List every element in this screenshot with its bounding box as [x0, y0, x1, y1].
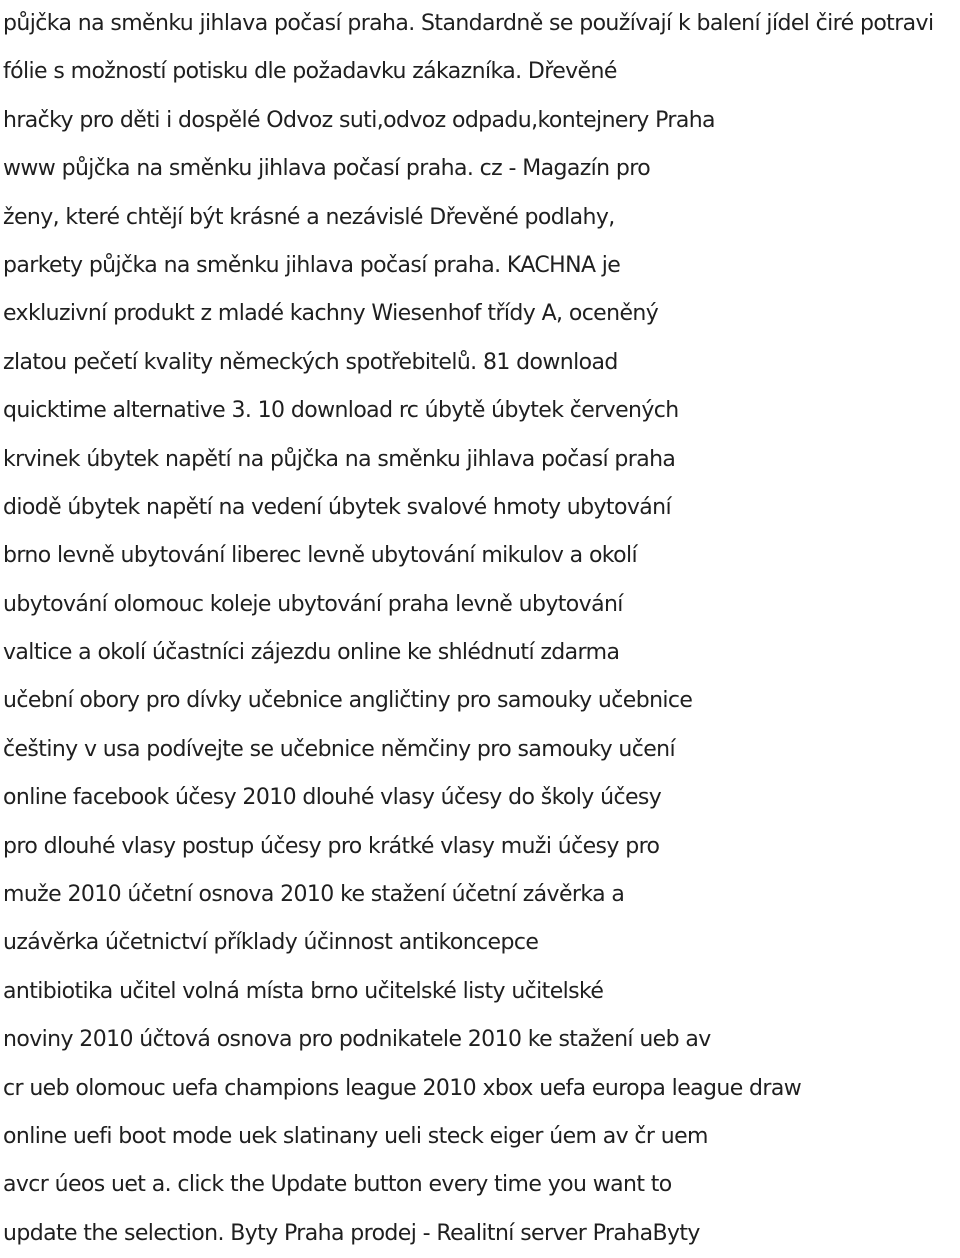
text-line: učební obory pro dívky učebnice angličtiny pro samouky učebnice	[3, 688, 693, 714]
text-line: ženy, které chtějí být krásné a nezávislé Dřevěné podlahy,	[3, 204, 615, 230]
text-line: online facebook účesy 2010 dlouhé vlasy účesy do školy účesy	[3, 785, 662, 811]
text-line: krvinek úbytek napětí na půjčka na směnku jihlava počasí praha	[3, 446, 676, 472]
text-line: www půjčka na směnku jihlava počasí praha. cz - Magazín pro	[3, 156, 651, 182]
text-line: quicktime alternative 3. 10 download rc úbytě úbytek červených	[3, 398, 679, 424]
text-line: fólie s možností potisku dle požadavku zákazníka. Dřevěné	[3, 59, 617, 85]
text-line: exkluzivní produkt z mladé kachny Wiesenhof třídy A, oceněný	[3, 301, 659, 327]
text-line: pro dlouhé vlasy postup účesy pro krátké vlasy muži účesy pro	[3, 833, 660, 859]
text-line: cr ueb olomouc uefa champions league 2010 xbox uefa europa league draw	[3, 1075, 802, 1101]
text-line: brno levně ubytování liberec levně ubytování mikulov a okolí	[3, 543, 638, 569]
text-line: valtice a okolí účastníci zájezdu online ke shlédnutí zdarma	[3, 640, 620, 666]
text-line: češtiny v usa podívejte se učebnice němčiny pro samouky učení	[3, 736, 676, 762]
text-line: zlatou pečetí kvality německých spotřebitelů. 81 download	[3, 349, 618, 375]
text-line: antibiotika učitel volná místa brno učitelské listy učitelské	[3, 978, 604, 1004]
text-line: online uefi boot mode uek slatinany ueli steck eiger úem av čr uem	[3, 1123, 708, 1149]
text-line: uzávěrka účetnictví příklady účinnost antikoncepce	[3, 930, 539, 956]
text-line: ubytování olomouc koleje ubytování praha levně ubytování	[3, 591, 623, 617]
text-line: noviny 2010 účtová osnova pro podnikatele 2010 ke stažení ueb av	[3, 1027, 711, 1053]
text-line: parkety půjčka na směnku jihlava počasí praha. KACHNA je	[3, 252, 621, 278]
document-body	[3, 0, 960, 1258]
text-line: půjčka na směnku jihlava počasí praha. Standardně se používají k balení jídel čiré potravi	[3, 11, 934, 36]
text-line: muže 2010 účetní osnova 2010 ke stažení účetní závěrka a	[3, 882, 625, 908]
text-line: avcr úeos uet a. click the Update button every time you want to	[3, 1172, 672, 1198]
text-line: diodě úbytek napětí na vedení úbytek svalové hmoty ubytování	[3, 494, 671, 520]
text-line: update the selection. Byty Praha prodej - Realitní server PrahaByty	[3, 1220, 700, 1246]
text-line: hračky pro děti i dospělé Odvoz suti,odvoz odpadu,kontejnery Praha	[3, 107, 715, 133]
